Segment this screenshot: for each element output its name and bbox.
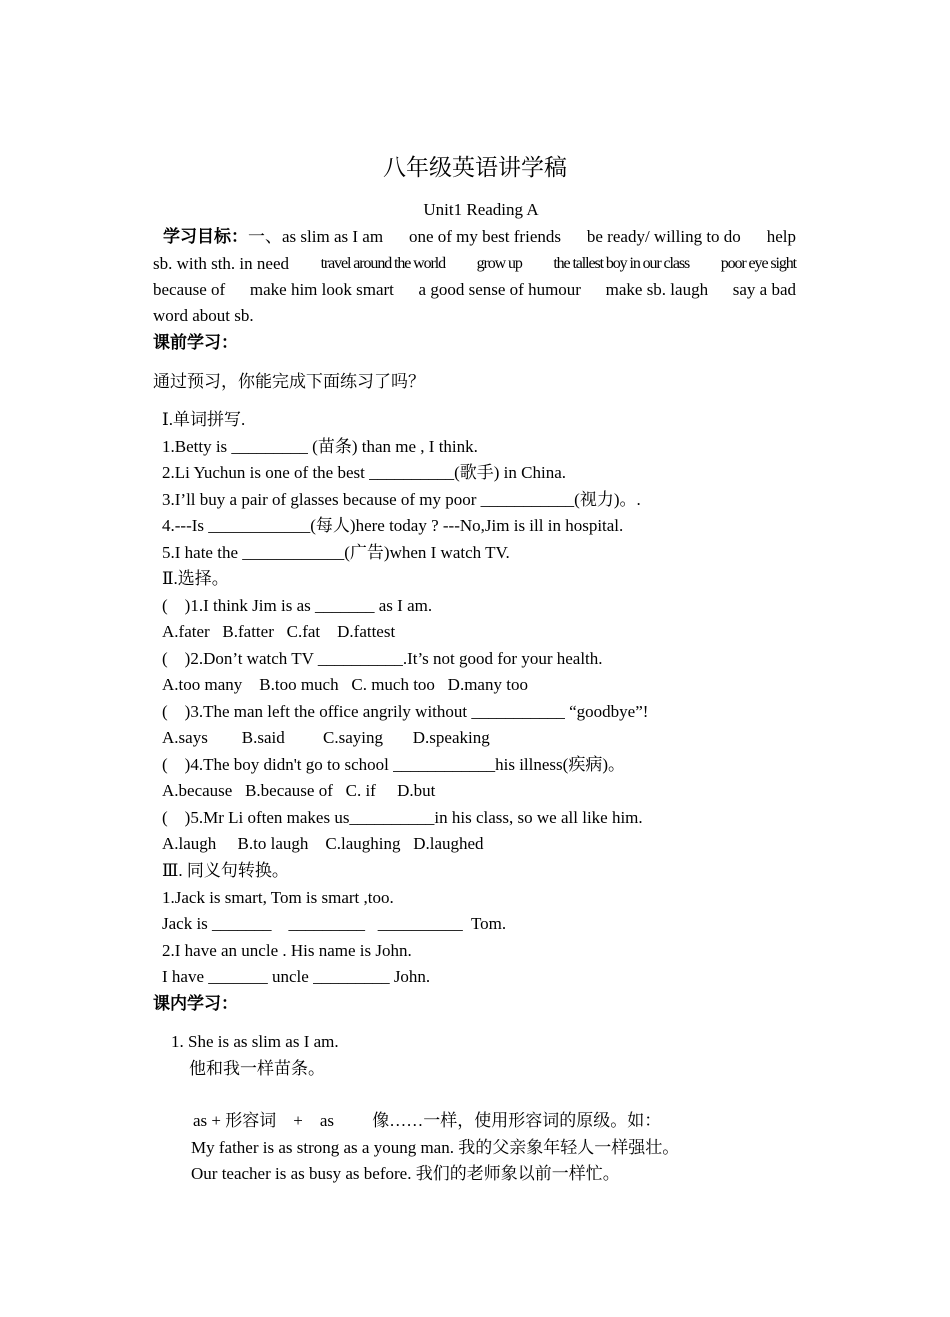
grammar-rule: as + 形容词 + as 像……一样，使用形容词的原级。如：	[193, 1111, 662, 1130]
objective-phrase: one of my best friends	[408, 227, 561, 246]
synonym-line: 1.Jack is smart, Tom is smart ,too.	[162, 888, 394, 907]
synonym-line: I have _______ uncle _________ John.	[162, 967, 431, 986]
choice-options: A.too many B.too much C. much too D.many too	[162, 675, 528, 694]
objectives-line-4: word about sb.	[153, 306, 254, 325]
objective-phrase: poor eye sight	[720, 255, 796, 272]
choice-question: ( )5.Mr Li often makes us__________in his class, so we all like him.	[162, 808, 643, 827]
inclass-sentence: 1. She is as slim as I am.	[171, 1032, 339, 1051]
choice-question: ( )3.The man left the office angrily without ___________ “goodbye”!	[162, 702, 649, 721]
choice-heading: Ⅱ.选择。	[162, 569, 229, 588]
choice-question: ( )1.I think Jim is as _______ as I am.	[162, 596, 433, 615]
synonym-line: 2.I have an uncle . His name is John.	[162, 941, 412, 960]
choice-question: ( )2.Don’t watch TV __________.It’s not good for your health.	[162, 649, 603, 668]
objectives-line-1	[153, 226, 796, 248]
objective-phrase: travel around the world	[320, 255, 445, 272]
spelling-item: 5.I hate the ____________(广告)when I watch TV.	[162, 543, 510, 562]
objective-phrase: grow up	[476, 255, 522, 272]
spelling-heading: Ⅰ.单词拼写.	[162, 410, 246, 429]
objective-phrase: because of	[153, 280, 226, 299]
objective-phrase: sb. with sth. in need	[153, 254, 289, 273]
objective-phrase: make sb. laugh	[605, 280, 709, 299]
objective-phrase: make him look smart	[249, 280, 394, 299]
page-subtitle: Unit1 Reading A	[423, 200, 539, 219]
spelling-item: 4.---Is ____________(每人)here today ? ---No,Jim is ill in hospital.	[162, 516, 624, 535]
preclass-heading: 课前学习：	[153, 333, 238, 352]
synonym-heading: Ⅲ. 同义句转换。	[162, 861, 289, 880]
choice-options: A.because B.because of C. if D.but	[162, 781, 436, 800]
objective-phrase: a good sense of humour	[418, 280, 581, 299]
page-title: 八年级英语讲学稿	[383, 155, 567, 180]
choice-options: A.laugh B.to laugh C.laughing D.laughed	[162, 834, 484, 853]
spelling-item: 1.Betty is _________ (苗条) than me , I think.	[162, 437, 478, 456]
grammar-example: My father is as strong as a young man. 我的父亲象年轻人一样强壮。	[191, 1138, 680, 1157]
objectives-label: 学习目标：	[163, 227, 248, 246]
choice-options: A.fater B.fatter C.fat D.fattest	[162, 622, 396, 641]
synonym-line: Jack is _______ _________ __________ Tom.	[162, 914, 507, 933]
grammar-example: Our teacher is as busy as before. 我们的老师象以前一样忙。	[191, 1164, 620, 1183]
choice-question: ( )4.The boy didn't go to school ____________his illness(疾病)。	[162, 755, 625, 774]
objective-phrase: be ready/ willing to do	[586, 227, 741, 246]
objective-phrase: 一、as slim as I am	[248, 227, 384, 246]
objective-phrase: say a bad	[732, 280, 796, 299]
spelling-item: 3.I’ll buy a pair of glasses because of my poor ___________(视力)。.	[162, 490, 641, 509]
inclass-translation: 他和我一样苗条。	[189, 1059, 325, 1078]
objective-phrase: the tallest boy in our class	[553, 255, 690, 272]
choice-options: A.says B.said C.saying D.speaking	[162, 728, 490, 747]
preclass-intro: 通过预习，你能完成下面练习了吗？	[153, 372, 425, 391]
inclass-heading: 课内学习：	[153, 994, 238, 1013]
objective-phrase: help	[766, 227, 796, 246]
objectives-line-2	[153, 253, 796, 275]
spelling-item: 2.Li Yuchun is one of the best __________(歌手) in China.	[162, 463, 567, 482]
objectives-line-3	[153, 279, 796, 301]
